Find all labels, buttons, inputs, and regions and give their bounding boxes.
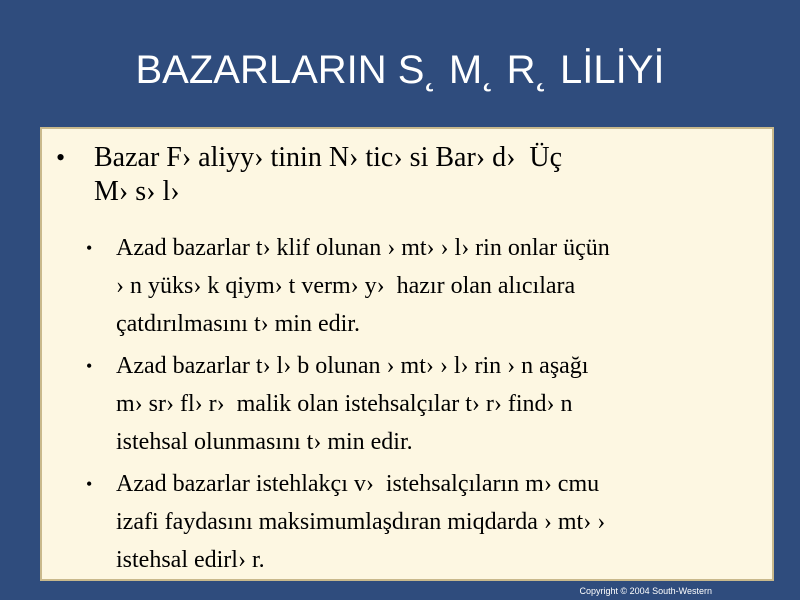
- sub-bullet-list: [86, 229, 766, 579]
- bullet-marker: •: [56, 143, 66, 172]
- sub-bullet-text: Azad bazarlar t› l› b olunan › mt› › l› rin › n aşağı m› sr› fl› r› malik olan istehsalçılar t› r› find› n istehsal olunmasını t› min edir.: [116, 353, 589, 455]
- sub-bullet-text: Azad bazarlar istehlakçı v› istehsalçıların m› cmu izafi faydasını maksimumlaşdıran miqdarda › mt› › istehsal edirl› r.: [116, 471, 606, 573]
- sub-bullet-item: [86, 229, 766, 347]
- main-bullet: [56, 141, 756, 209]
- bullet-marker: •: [86, 474, 93, 494]
- sub-bullet-item: [86, 347, 766, 465]
- content-box: [40, 127, 774, 581]
- sub-bullet-text: Azad bazarlar t› klif olunan › mt› › l› rin onlar üçün › n yüks› k qiym› t verm› y› hazır olan alıcılara çatdırılmasını t› min edir.: [116, 235, 610, 337]
- bullet-marker: •: [86, 356, 93, 376]
- sub-bullet-item: [86, 465, 766, 579]
- slide-title: BAZARLARIN S˛ M˛ R˛ LİLİYİ: [135, 48, 665, 92]
- main-bullet-text: Bazar F› aliyy› tinin N› tic› si Bar› d› Üç M› s› l›: [94, 142, 563, 207]
- bullet-marker: •: [86, 238, 93, 258]
- copyright-notice: Copyright © 2004 South-Western: [579, 586, 712, 596]
